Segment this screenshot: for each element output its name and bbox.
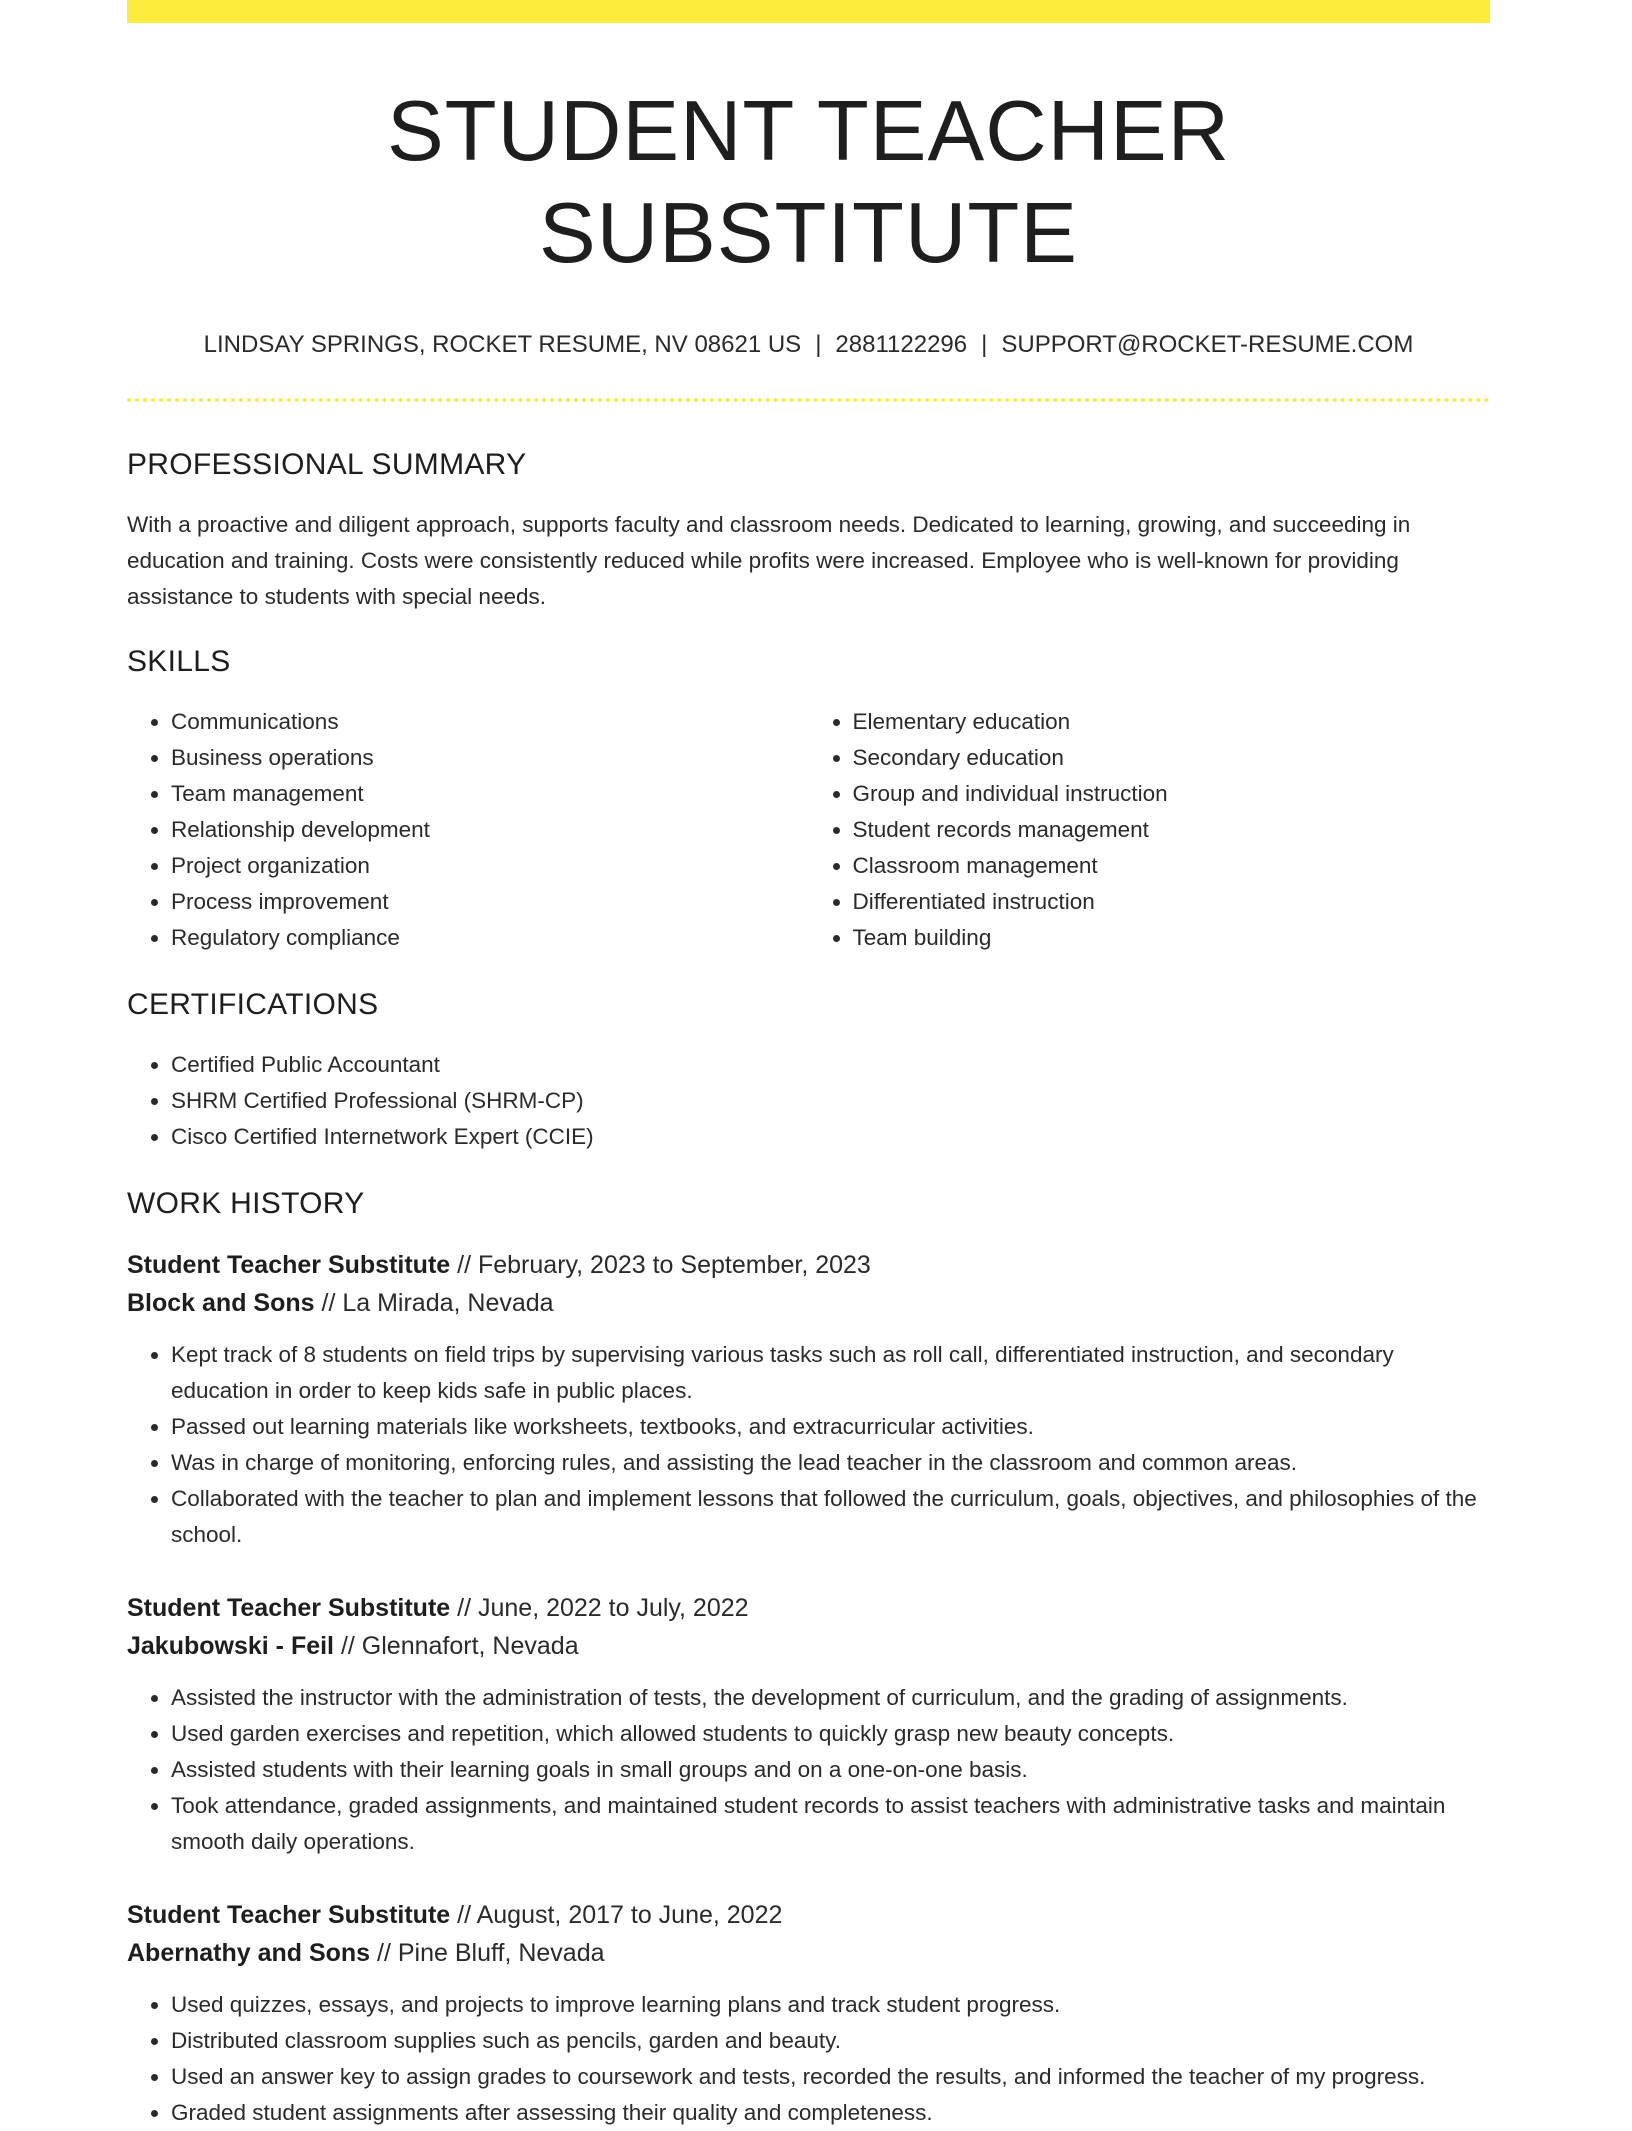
skill-item: • Secondary education [853, 740, 1491, 776]
job-duty-item: • Graded student assignments after assessing their quality and completeness. [171, 2095, 1490, 2131]
contact-phone: 2881122296 [835, 331, 968, 358]
job-role: Student Teacher Substitute [127, 1250, 451, 1279]
job-dates: // June, 2022 to July, 2022 [457, 1593, 749, 1622]
skill-item: • Process improvement [171, 884, 809, 920]
dotted-divider [127, 398, 1490, 402]
job-duties-list [127, 1337, 1490, 1553]
skill-item: • Team management [171, 776, 809, 812]
skills-section-title: SKILLS [127, 644, 231, 678]
certifications-section-title: CERTIFICATIONS [127, 987, 379, 1021]
job-entry [127, 1896, 1490, 2131]
skill-item: • Differentiated instruction [853, 884, 1491, 920]
skill-item: • Classroom management [853, 848, 1491, 884]
job-location: // Pine Bluff, Nevada [377, 1938, 605, 1967]
job-duty-item: • Used quizzes, essays, and projects to improve learning plans and track student progress. [171, 1987, 1490, 2023]
skill-item: • Relationship development [171, 812, 809, 848]
job-duty-item: • Collaborated with the teacher to plan and implement lessons that followed the curriculum, goals, objectives, and philosophies of the school. [171, 1481, 1490, 1553]
job-company: Jakubowski - Feil [127, 1631, 335, 1660]
job-duties-list [127, 1680, 1490, 1860]
job-duty-item: • Distributed classroom supplies such as pencils, garden and beauty. [171, 2023, 1490, 2059]
job-duty-item: • Kept track of 8 students on field trips by supervising various tasks such as roll call, differentiated instruction, and secondary education in order to keep kids safe in public places. [171, 1337, 1490, 1409]
skill-item: • Regulatory compliance [171, 920, 809, 956]
resume-name-heading: STUDENT TEACHER SUBSTITUTE [386, 84, 1231, 281]
job-company: Block and Sons [127, 1288, 315, 1317]
skills-right-list [809, 704, 1491, 956]
job-location: // Glennafort, Nevada [340, 1631, 579, 1660]
job-entry [127, 1246, 1490, 1553]
job-role-line [127, 1589, 1490, 1627]
skill-item: • Project organization [171, 848, 809, 884]
skill-item: • Elementary education [853, 704, 1491, 740]
job-company: Abernathy and Sons [127, 1938, 371, 1967]
job-duties-list [127, 1987, 1490, 2131]
skill-item: • Student records management [853, 812, 1491, 848]
skill-item: • Business operations [171, 740, 809, 776]
job-duty-item: • Assisted the instructor with the administration of tests, the development of curriculum, and the grading of assignments. [171, 1680, 1490, 1716]
certification-item: • SHRM Certified Professional (SHRM-CP) [171, 1083, 1490, 1119]
resume-page [127, 0, 1490, 2131]
job-company-line [127, 1934, 1490, 1972]
job-dates: // February, 2023 to September, 2023 [457, 1250, 871, 1279]
job-company-line [127, 1284, 1490, 1322]
job-role-line [127, 1246, 1490, 1284]
job-entry [127, 1589, 1490, 1860]
skills-columns [127, 704, 1490, 956]
job-duty-item: • Used garden exercises and repetition, which allowed students to quickly grasp new beauty concepts. [171, 1716, 1490, 1752]
job-duty-item: • Was in charge of monitoring, enforcing rules, and assisting the lead teacher in the classroom and common areas. [171, 1445, 1490, 1481]
summary-section-title: PROFESSIONAL SUMMARY [127, 447, 527, 481]
certification-item: • Cisco Certified Internetwork Expert (CCIE) [171, 1119, 1490, 1155]
certifications-list [127, 1047, 1490, 1155]
skill-item: • Communications [171, 704, 809, 740]
skill-item: • Group and individual instruction [853, 776, 1491, 812]
contact-email: SUPPORT@ROCKET-RESUME.COM [1001, 331, 1414, 358]
certification-item: • Certified Public Accountant [171, 1047, 1490, 1083]
job-role: Student Teacher Substitute [127, 1900, 451, 1929]
job-company-line [127, 1627, 1490, 1665]
contact-separator: | [815, 331, 822, 358]
job-role-line [127, 1896, 1490, 1934]
job-role: Student Teacher Substitute [127, 1593, 451, 1622]
skill-item: • Team building [853, 920, 1491, 956]
contact-line [127, 331, 1490, 360]
job-duty-item: • Passed out learning materials like worksheets, textbooks, and extracurricular activities. [171, 1409, 1490, 1445]
job-duty-item: • Used an answer key to assign grades to coursework and tests, recorded the results, and informed the teacher of my progress. [171, 2059, 1490, 2095]
contact-address: LINDSAY SPRINGS, ROCKET RESUME, NV 08621 US [203, 331, 802, 358]
job-dates: // August, 2017 to June, 2022 [457, 1900, 783, 1929]
summary-text: With a proactive and diligent approach, supports faculty and classroom needs. Dedicated to learning, growing, and succeeding in education and training. Costs were consistently reduced while profits were increased. Employee who is well-known for providing assistance to students with special needs. [127, 511, 1411, 609]
work-history-section-title: WORK HISTORY [127, 1186, 365, 1220]
job-duty-item: • Assisted students with their learning goals in small groups and on a one-on-one basis. [171, 1752, 1490, 1788]
job-location: // La Mirada, Nevada [321, 1288, 554, 1317]
job-duty-item: • Took attendance, graded assignments, and maintained student records to assist teachers with administrative tasks and maintain smooth daily operations. [171, 1788, 1490, 1860]
skills-left-list [127, 704, 809, 956]
contact-separator: | [981, 331, 988, 358]
accent-top-bar [127, 0, 1490, 23]
